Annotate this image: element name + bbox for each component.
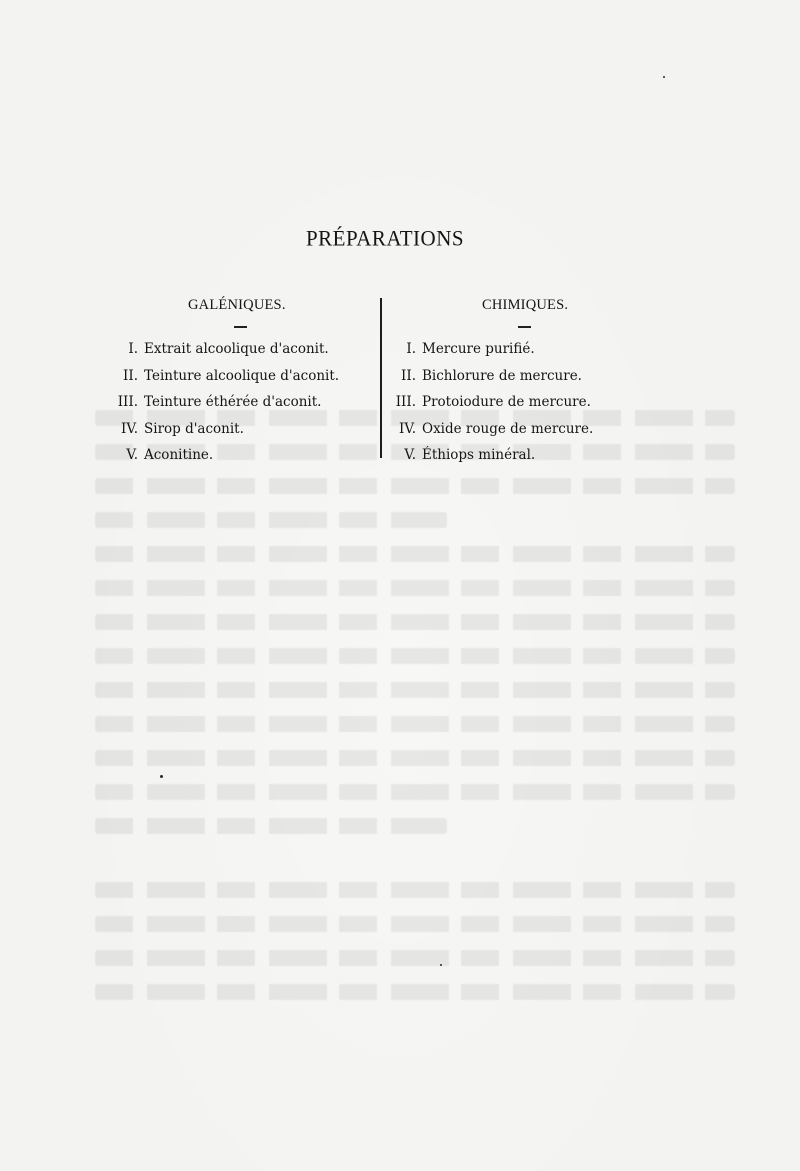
item-number: V.	[404, 447, 416, 463]
item-text: Bichlorure de mercure.	[422, 367, 582, 384]
list-item	[390, 392, 593, 419]
chimiques-heading: CHIMIQUES.	[482, 297, 569, 313]
ink-speck	[663, 76, 665, 78]
item-text: Protoiodure de mercure.	[422, 394, 591, 410]
item-text: Mercure purifié.	[422, 341, 535, 357]
list-item	[390, 419, 593, 446]
galeniques-list	[112, 339, 339, 472]
page-title: PRÉPARATIONS	[305, 225, 465, 251]
galeniques-heading: GALÉNIQUES.	[188, 297, 286, 313]
list-item	[112, 445, 339, 472]
item-text: Oxide rouge de mercure.	[422, 420, 594, 437]
list-item	[390, 339, 593, 366]
item-number: III.	[395, 394, 416, 410]
item-text: Teinture alcoolique d'aconit.	[144, 367, 340, 384]
item-text: Éthiops minéral.	[422, 447, 536, 463]
chimiques-list	[390, 339, 593, 472]
column-divider	[380, 298, 382, 458]
item-number: IV.	[398, 420, 416, 437]
item-number: II.	[401, 367, 416, 384]
list-item	[112, 366, 339, 393]
list-item	[390, 366, 593, 393]
item-number: IV.	[120, 420, 138, 437]
galeniques-heading-rule	[234, 326, 247, 328]
list-item	[112, 392, 339, 419]
ink-speck	[160, 775, 163, 778]
item-text: Extrait alcoolique d'aconit.	[144, 341, 329, 357]
item-number: II.	[123, 367, 138, 384]
list-item	[112, 419, 339, 446]
show-through-text	[95, 410, 735, 970]
item-text: Aconitine.	[144, 447, 214, 463]
item-number: III.	[117, 394, 138, 410]
ink-speck	[440, 964, 442, 966]
list-item	[390, 445, 593, 472]
item-text: Teinture éthérée d'aconit.	[144, 394, 322, 410]
item-text: Sirop d'aconit.	[144, 420, 244, 437]
item-number: V.	[126, 447, 138, 463]
item-number: I.	[128, 341, 138, 357]
item-number: I.	[406, 341, 416, 357]
list-item	[112, 339, 339, 366]
chimiques-heading-rule	[518, 326, 531, 328]
